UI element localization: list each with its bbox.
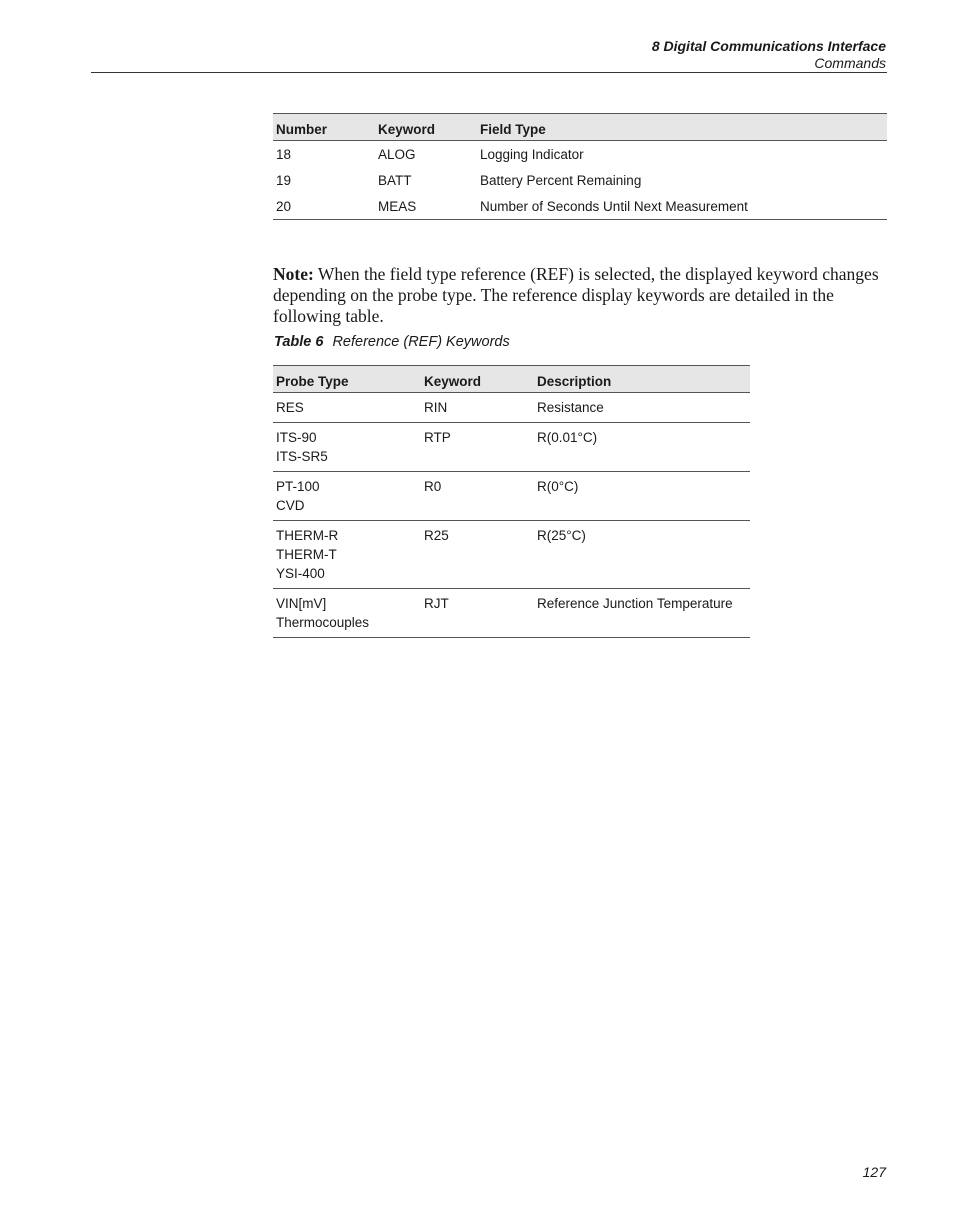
table-row	[273, 521, 750, 589]
keyword-cell: BATT	[378, 173, 412, 188]
description-cell: R(0°C)	[537, 479, 579, 494]
section-title: Commands	[814, 55, 886, 71]
keyword-cell: R0	[424, 479, 442, 494]
table-caption	[274, 334, 510, 350]
field-type-table	[273, 113, 887, 220]
column-header: Field Type	[480, 121, 546, 137]
probe-type-cell	[273, 472, 421, 521]
caption-number: Table 6	[274, 334, 324, 350]
keyword-cell: RJT	[424, 596, 449, 611]
table-header-row	[273, 114, 887, 141]
probe-type-cell	[273, 393, 421, 423]
table-row	[273, 423, 750, 472]
page-number: 127	[862, 1164, 886, 1180]
probe-type-line: THERM-R	[276, 528, 339, 543]
keyword-cell: RTP	[424, 430, 451, 445]
description-cell: Resistance	[537, 400, 604, 415]
probe-type-cell	[273, 423, 421, 472]
field-type-cell: Logging Indicator	[480, 147, 584, 162]
table-header-row	[273, 366, 750, 393]
reference-keywords-table	[273, 365, 750, 638]
table-row	[273, 589, 750, 638]
keyword-cell: ALOG	[378, 147, 416, 162]
column-header: Keyword	[378, 121, 436, 137]
probe-type-line: PT-100	[276, 479, 320, 494]
running-head	[652, 38, 886, 72]
keyword-cell: MEAS	[378, 199, 417, 214]
probe-type-line: RES	[276, 400, 304, 415]
table-row	[273, 472, 750, 521]
field-type-cell: Number of Seconds Until Next Measurement	[480, 199, 748, 214]
chapter-title: 8 Digital Communications Interface	[651, 38, 886, 54]
probe-type-line: THERM-T	[276, 547, 337, 562]
caption-title: Reference (REF) Keywords	[332, 334, 510, 350]
column-header: Probe Type	[276, 373, 349, 389]
header-rule	[91, 72, 887, 73]
table-row	[273, 193, 887, 220]
probe-type-line: ITS-SR5	[276, 449, 328, 464]
probe-type-line: Thermocouples	[276, 615, 370, 630]
probe-type-line: VIN[mV]	[276, 596, 327, 611]
keyword-cell: R25	[424, 528, 449, 543]
column-header: Description	[537, 373, 612, 389]
description-cell: Reference Junction Temperature	[537, 596, 733, 611]
number-cell: 19	[276, 173, 292, 188]
table-row	[273, 393, 750, 423]
note-paragraph	[273, 264, 887, 327]
column-header: Number	[276, 121, 328, 137]
note-text: When the field type reference (REF) is selected, the displayed keyword changes depending on the probe type. The reference display keywords are detailed in the following table.	[273, 263, 879, 326]
probe-type-line: ITS-90	[276, 430, 317, 445]
description-cell: R(25°C)	[537, 528, 586, 543]
field-type-cell: Battery Percent Remaining	[480, 173, 642, 188]
table-row	[273, 167, 887, 193]
number-cell: 18	[276, 147, 292, 162]
description-cell: R(0.01°C)	[537, 430, 598, 445]
note-label: Note:	[273, 263, 314, 284]
probe-type-line: YSI-400	[276, 566, 325, 581]
column-header: Keyword	[424, 373, 482, 389]
number-cell: 20	[276, 199, 292, 214]
probe-type-line: CVD	[276, 498, 305, 513]
table-row	[273, 141, 887, 168]
probe-type-cell	[273, 521, 421, 589]
keyword-cell: RIN	[424, 400, 448, 415]
probe-type-cell	[273, 589, 421, 638]
